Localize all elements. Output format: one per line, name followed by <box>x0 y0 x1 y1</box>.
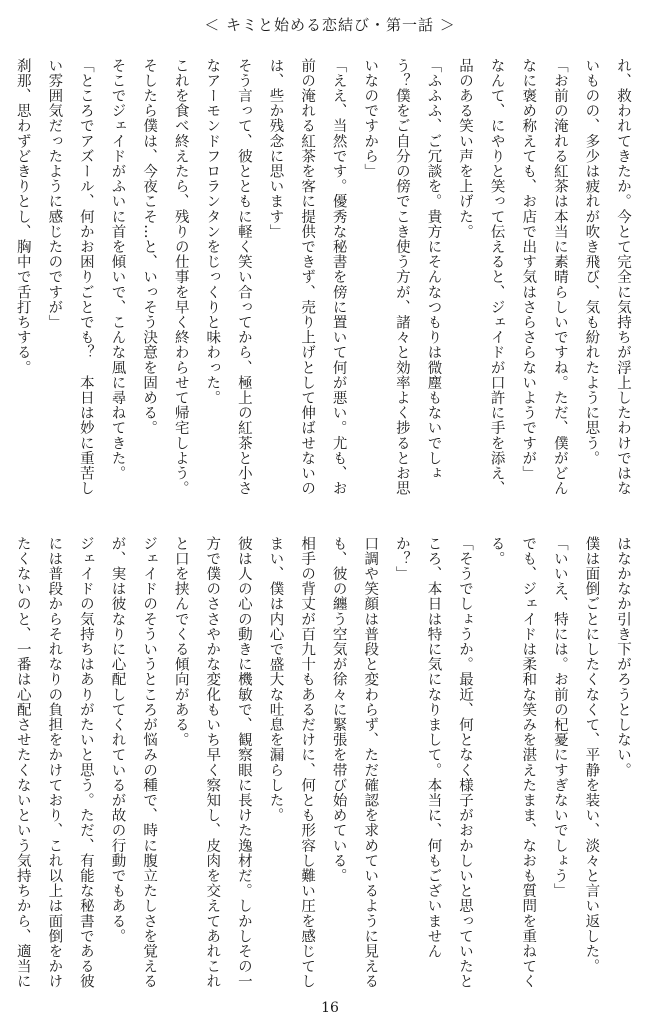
paragraph: そこでジェイドがふいに首を傾いで、こんな風に尋ねてきた。 <box>109 58 126 481</box>
paragraph: なんて、にやりと笑って伝えると、ジェイドが口許に手を添え、品のある笑い声を上げた。 <box>457 58 505 496</box>
paragraph: 相手の背丈が百九十もあるだけに、何とも形容し難い圧を感じてしまい、僕は内心で盛大な吐息を漏らした。 <box>267 536 316 989</box>
paragraph: 彼は人の心の動きに機敏で、観察眼に長けた逸材だ。しかしその一方で僕のささやかな変化もいち早く察知し、皮肉を交えてあれこれと口を挟んでくる傾向がある。 <box>172 536 252 989</box>
paragraph: そう言って、彼とともに軽く笑い合ってから、極上の紅茶と小さなアーモンドフロランタンをじっくりと味わった。 <box>204 58 252 496</box>
paragraph: 「そうでしょうか。最近、何となく様子がおかしいと思っていたところ、本日は特に気になりまして。本当に、何もございませんか？」 <box>393 536 474 989</box>
text-block-top <box>14 58 638 510</box>
paragraph: 口調や笑顔は普段と変わらず、ただ確認を求めているように見えるも、彼の纏う空気が徐々に緊張を帯び始めている。 <box>330 536 379 989</box>
paragraph: 「お前の淹れる紅茶は本当に素晴らしいですね。ただ、僕がどんなに褒め称えても、お店で出す気はさらさらないようですが」 <box>520 58 568 496</box>
paragraph: れ、救われてきたか。今とて完全に気持ちが浮上したわけではないものの、多少は疲れが吹き飛び、気も紛れたように思う。 <box>583 58 631 496</box>
paragraph: 「いいえ、特には。お前の杞憂にすぎないでしょう」 <box>551 536 568 899</box>
paragraph: ジェイドの気持ちはありがたいと思う。ただ、有能な秘書である彼には普段からそれなりの負担をかけており、これ以上は面倒をかけたくないのと、一番は心配させたくないという気持ちから、適当に <box>14 536 94 989</box>
paragraph: 僕は面倒ごとにしたくなくて、平静を装い、淡々と言い返した。 <box>583 536 600 974</box>
paragraph: 「ふふふ、ご冗談を。貴方にそんなつもりは微塵もないでしょう？僕をご自分の傍でこき使う方が、諸々と効率よく捗るとお思いなのですから」 <box>362 58 442 496</box>
paragraph: はなかなか引き下がろうとしない。 <box>615 536 631 778</box>
paragraph: 刹那、思わずどきりとし、胸中で舌打ちする。 <box>14 58 31 376</box>
paragraph: これを食べ終えたら、残りの仕事を早く終わらせて帰宅しよう。そしたら僕は、今夜こそ…と、いっそう決意を固める。 <box>141 58 189 496</box>
chapter-header: ＜ キミと始める恋結び・第一話 ＞ <box>204 16 456 34</box>
text-block-bottom <box>14 536 638 994</box>
paragraph <box>0 58 6 510</box>
paragraph: でも、ジェイドは柔和な笑みを湛えたまま、なおも質問を重ねてくる。 <box>488 536 537 989</box>
paragraph: 「ええ、当然です。優秀な秘書を傍に置いて何が悪い。尤も、お前の淹れる紅茶を客に提供できず、売り上げとして伸ばせないのは、些か残念に思います」 <box>267 58 347 496</box>
paragraph: 「ところでアズール、何かお困りごとでも？ 本日は妙に重苦しい雰囲気だったように感じたのですが」 <box>46 58 94 496</box>
paragraph: ジェイドのそういうところが悩みの種で、時に腹立たしさを覚えるが、実は彼なりに心配してくれているが故の行動でもある。 <box>109 536 158 989</box>
page-number: 16 <box>321 1000 339 1016</box>
